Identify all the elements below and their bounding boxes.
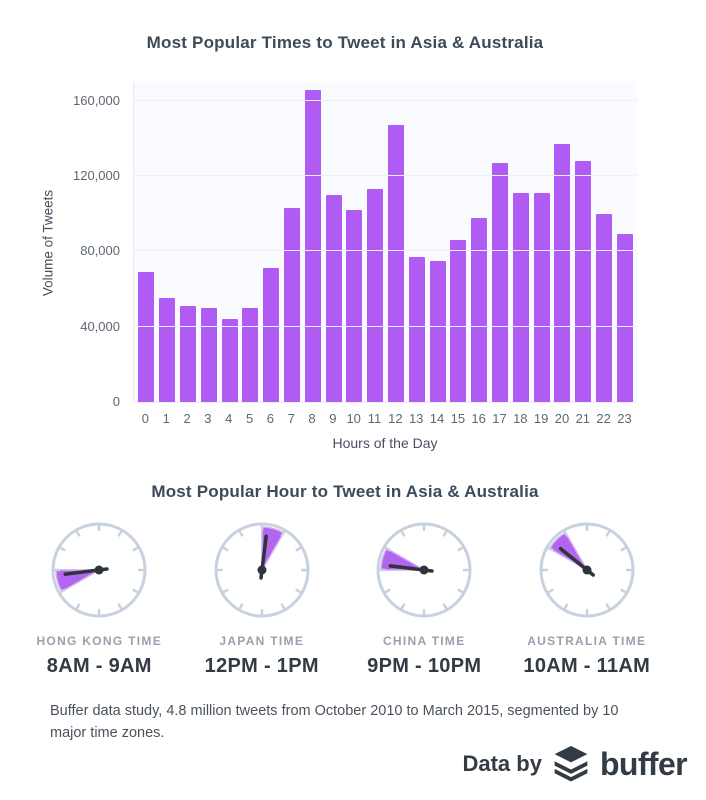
x-tick-label: 10 <box>346 411 361 426</box>
bar-hour-18 <box>513 193 529 402</box>
bar-column <box>198 82 219 402</box>
bar-hour-19 <box>534 193 550 402</box>
bar-hour-11 <box>367 189 383 402</box>
y-tick-label: 120,000 <box>73 168 120 184</box>
bar-hour-14 <box>430 261 446 402</box>
bar-hour-16 <box>471 218 487 402</box>
bar-column <box>614 82 635 402</box>
x-tick-label: 13 <box>408 411 424 426</box>
time-range-label: 10AM - 11AM <box>523 655 651 677</box>
x-tick-label: 2 <box>183 411 191 426</box>
bar-hour-17 <box>492 163 508 402</box>
x-tick-label: 12 <box>388 411 403 426</box>
x-tick-label: 19 <box>533 411 549 426</box>
y-axis-tick-labels <box>0 82 126 409</box>
bar-hour-0 <box>138 272 154 402</box>
bar-hour-13 <box>409 257 425 402</box>
x-axis-tick-labels <box>133 411 637 426</box>
bar-column <box>469 82 490 402</box>
x-tick-label: 9 <box>329 411 337 426</box>
y-tick-label: 80,000 <box>80 243 120 259</box>
y-tick-label: 40,000 <box>80 318 120 334</box>
bar-column <box>323 82 344 402</box>
gridline <box>134 100 637 101</box>
clock-hong-kong-time <box>18 518 181 678</box>
buffer-wordmark: buffer <box>599 746 687 782</box>
x-tick-label: 8 <box>308 411 316 426</box>
x-tick-label: 7 <box>287 411 295 426</box>
x-tick-label: 6 <box>266 411 274 426</box>
bar-column <box>406 82 427 402</box>
bar-column <box>282 82 303 402</box>
bar-hour-2 <box>180 306 196 402</box>
x-tick-label: 5 <box>245 411 254 426</box>
time-range-label: 9PM - 10PM <box>367 655 482 677</box>
bar-column <box>594 82 615 402</box>
clock-face-icon <box>210 518 314 622</box>
bar-hour-7 <box>284 208 300 402</box>
bar-hour-22 <box>596 214 612 402</box>
bar-hour-8 <box>305 90 321 402</box>
x-tick-label: 22 <box>596 411 611 426</box>
clock-face-icon <box>372 518 476 622</box>
footnote: Buffer data study, 4.8 million tweets from October 2010 to March 2015, segmented by 10 major time zones. <box>50 703 619 741</box>
bar-chart-title: Most Popular Times to Tweet in Asia & Australia <box>146 33 544 52</box>
bar-hour-15 <box>450 240 466 402</box>
clock-japan-time <box>181 518 344 678</box>
gridline <box>134 175 637 176</box>
bar-column <box>136 82 157 402</box>
bar-column <box>302 82 323 402</box>
bar-column <box>261 82 282 402</box>
bar-column <box>240 82 261 402</box>
bar-hour-10 <box>346 210 362 402</box>
timezone-label: HONG KONG TIME <box>36 634 163 648</box>
clocks-title: Most Popular Hour to Tweet in Asia & Australia <box>151 482 539 501</box>
x-tick-label: 3 <box>204 411 212 426</box>
gridline <box>134 250 637 251</box>
plot-area <box>133 82 637 403</box>
x-tick-label: 20 <box>554 411 570 426</box>
bar-column <box>344 82 365 402</box>
x-tick-label: 15 <box>450 411 466 426</box>
bar-hour-1 <box>159 298 175 402</box>
bars-container <box>134 82 637 402</box>
clocks-row <box>18 518 668 678</box>
bar-column <box>573 82 594 402</box>
bar-column <box>490 82 511 402</box>
y-tick-label: 160,000 <box>73 92 120 108</box>
buffer-stack-icon <box>553 746 589 782</box>
gridline <box>134 326 637 327</box>
y-tick-label: 0 <box>112 394 120 409</box>
bar-hour-6 <box>263 268 279 402</box>
x-tick-label: 11 <box>367 411 382 426</box>
attribution <box>462 746 687 782</box>
x-tick-label: 16 <box>471 411 486 426</box>
x-axis-title: Hours of the Day <box>332 435 438 451</box>
bar-column <box>427 82 448 402</box>
bar-column <box>510 82 531 402</box>
bar-hour-4 <box>222 319 238 402</box>
clock-face-icon <box>47 518 151 622</box>
x-tick-label: 4 <box>225 411 233 426</box>
x-tick-label: 14 <box>429 411 445 426</box>
bar-column <box>178 82 199 402</box>
clock-australia-time <box>506 518 669 678</box>
y-axis-title: Volume of Tweets <box>40 189 56 297</box>
x-tick-label: 17 <box>492 411 507 426</box>
bar-hour-9 <box>326 195 342 402</box>
time-range-label: 12PM - 1PM <box>204 655 319 677</box>
bar-column <box>219 82 240 402</box>
bar-hour-21 <box>575 161 591 402</box>
tweet-volume-bar-chart <box>0 82 706 450</box>
bar-column <box>531 82 552 402</box>
time-range-label: 8AM - 9AM <box>46 655 152 677</box>
bar-column <box>448 82 469 402</box>
bar-column <box>386 82 407 402</box>
bar-hour-23 <box>617 234 633 402</box>
clock-china-time <box>343 518 506 678</box>
timezone-label: CHINA TIME <box>382 634 466 648</box>
x-tick-label: 0 <box>141 411 150 426</box>
timezone-label: JAPAN TIME <box>219 634 305 648</box>
x-tick-label: 1 <box>162 411 170 426</box>
data-by-label: Data by <box>462 751 542 776</box>
clock-face-icon <box>535 518 639 622</box>
bar-column <box>552 82 573 402</box>
x-tick-label: 21 <box>575 411 591 426</box>
x-tick-label: 23 <box>617 411 632 426</box>
timezone-label: AUSTRALIA TIME <box>527 634 647 648</box>
bar-column <box>157 82 178 402</box>
bar-hour-12 <box>388 125 404 402</box>
x-tick-label: 18 <box>513 411 528 426</box>
bar-column <box>365 82 386 402</box>
bar-hour-3 <box>201 308 217 402</box>
bar-hour-5 <box>242 308 258 402</box>
bar-hour-20 <box>554 144 570 402</box>
